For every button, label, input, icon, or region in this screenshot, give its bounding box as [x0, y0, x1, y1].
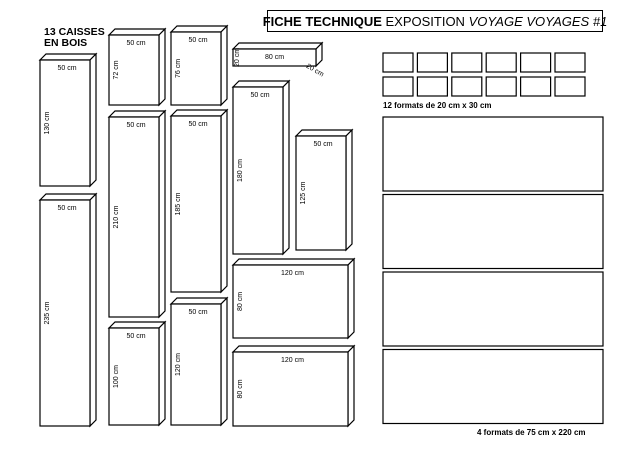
large-formats-caption: 4 formats de 75 cm x 220 cm [477, 428, 586, 437]
large-frame [383, 195, 603, 269]
small-frame [452, 77, 482, 96]
title-italic: VOYAGE VOYAGES #1 [468, 13, 608, 29]
crate-height-label: 120 cm [175, 353, 182, 376]
large-frame [383, 350, 603, 424]
small-formats-caption: 12 formats de 20 cm x 30 cm [383, 101, 492, 110]
small-frame [555, 53, 585, 72]
crate-height-label: 80 cm [237, 379, 244, 399]
crate-side-face [90, 54, 96, 186]
crate-12 [233, 259, 354, 338]
crate-height-label: 76 cm [175, 58, 182, 79]
crate-8 [171, 298, 227, 425]
crate-top-face [109, 322, 165, 328]
small-frame [417, 77, 447, 96]
crate-height-label: 235 cm [44, 301, 51, 325]
crate-top-face [40, 54, 96, 60]
crate-top-face [233, 346, 354, 352]
crate-side-face [348, 259, 354, 338]
large-frames [383, 117, 603, 424]
crate-top-face [171, 298, 227, 304]
small-frame [555, 77, 585, 96]
crate-side-face [90, 194, 96, 426]
crate-width-label: 50 cm [313, 141, 333, 148]
crate-side-face [346, 130, 352, 250]
crate-side-face [221, 26, 227, 105]
crate-10 [233, 81, 289, 254]
small-frame [521, 77, 551, 96]
crate-width-label: 50 cm [126, 333, 146, 340]
crate-7 [171, 110, 227, 292]
crate-top-face [233, 259, 354, 265]
crate-width-label: 120 cm [281, 357, 304, 364]
crate-3 [109, 29, 165, 105]
title-regular: EXPOSITION [381, 13, 469, 29]
crate-13 [233, 346, 354, 426]
crate-width-label: 50 cm [57, 65, 77, 72]
crate-width-label: 80 cm [264, 54, 285, 61]
crate-9 [233, 43, 325, 79]
crate-top-face [233, 81, 289, 87]
crate-side-face [159, 29, 165, 105]
crate-width-label: 50 cm [188, 37, 208, 44]
small-frame [521, 53, 551, 72]
crate-5 [109, 322, 165, 425]
large-frame [383, 117, 603, 191]
crate-height-label: 80 cm [237, 291, 244, 312]
crate-side-face [221, 110, 227, 292]
crate-side-face [283, 81, 289, 254]
crate-height-label: 72 cm [113, 60, 120, 80]
crate-count-label: 13 CAISSES EN BOIS [44, 26, 105, 49]
crate-top-face [171, 26, 227, 32]
crate-width-label: 50 cm [126, 122, 146, 129]
small-frames [383, 53, 585, 96]
crate-width-label: 120 cm [281, 270, 304, 277]
crate-top-face [109, 29, 165, 35]
crate-height-label: 210 cm [113, 205, 120, 229]
crate-side-face [348, 346, 354, 426]
small-frame [486, 77, 516, 96]
small-frame [452, 53, 482, 72]
crate-width-label: 50 cm [57, 205, 77, 212]
crate-side-face [159, 111, 165, 317]
crate-height-label: 20 cm [234, 47, 241, 68]
crate-height-label: 185 cm [175, 192, 182, 216]
crate-side-face [221, 298, 227, 425]
crates-layer [40, 26, 354, 426]
large-frame [383, 272, 603, 346]
crate-height-label: 125 cm [300, 181, 307, 205]
crate-width-label: 50 cm [188, 309, 208, 316]
crate-top-face [109, 111, 165, 117]
crate-top-face [233, 43, 322, 49]
crate-1 [40, 54, 96, 186]
crate-width-label: 50 cm [250, 92, 270, 99]
crate-top-face [40, 194, 96, 200]
small-frame [486, 53, 516, 72]
crate-6 [171, 26, 227, 105]
crate-11 [296, 130, 352, 250]
small-frame [383, 77, 413, 96]
crate-height-label: 130 cm [44, 111, 51, 135]
crate-top-face [171, 110, 227, 116]
crate-2 [40, 194, 96, 426]
title-bold: FICHE TECHNIQUE [262, 13, 382, 29]
crate-4 [109, 111, 165, 317]
small-frame [383, 53, 413, 72]
small-frame [417, 53, 447, 72]
crate-depth-label: 20 cm [304, 62, 325, 79]
crate-side-face [159, 322, 165, 425]
crate-width-label: 50 cm [188, 121, 208, 128]
crate-top-face [296, 130, 352, 136]
crate-height-label: 180 cm [237, 159, 244, 182]
crate-height-label: 100 cm [113, 365, 120, 388]
crate-width-label: 50 cm [126, 40, 146, 47]
